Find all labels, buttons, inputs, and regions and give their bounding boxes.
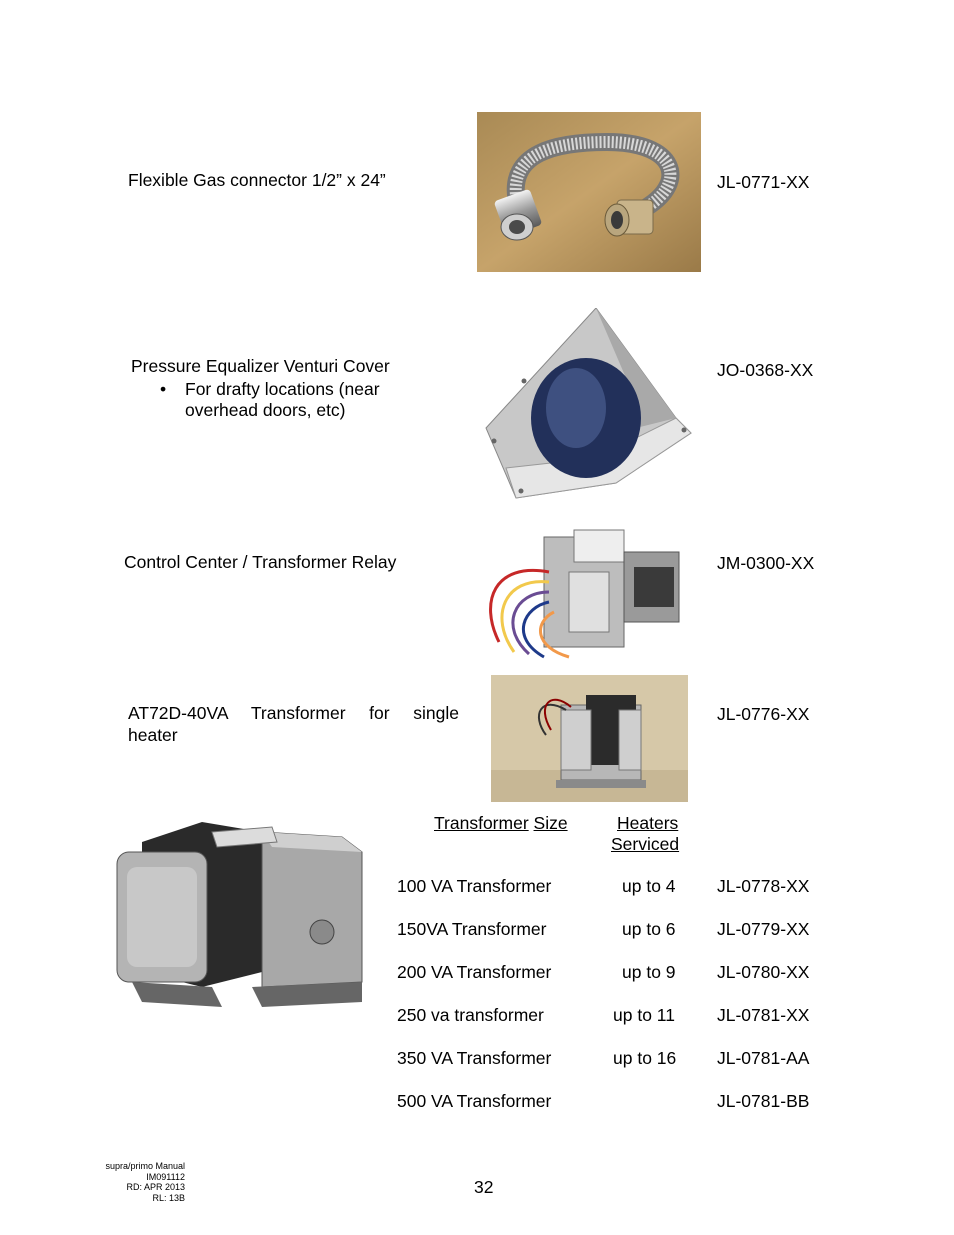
row-part: JL-0781-XX [717, 1005, 810, 1025]
row-part: JL-0780-XX [717, 962, 810, 982]
footer-rd: RD: APR 2013 [126, 1182, 185, 1192]
footer-rl: RL: 13B [152, 1192, 185, 1203]
item-description: AT72D-40VA Transformer for single [128, 703, 459, 723]
footer-manual: supra/primo Manual [105, 1161, 185, 1171]
bullet-list [131, 379, 431, 421]
part-number: JM-0300-XX [717, 553, 815, 573]
header-size-word1: Transformer [434, 813, 529, 833]
part-number: JL-0776-XX [717, 704, 810, 724]
venturi-cover-photo [476, 308, 702, 502]
footer-doc-id: IM091112 [146, 1171, 185, 1182]
row-heaters: up to 6 [622, 919, 676, 939]
row-heaters: up to 11 [613, 1005, 675, 1025]
row-size: 500 VA Transformer [397, 1091, 552, 1111]
table-header-size [434, 813, 568, 834]
footer-doc-info [60, 1161, 185, 1203]
item-description: Control Center / Transformer Relay [124, 552, 397, 572]
item-description: Flexible Gas connector 1/2” x 24” [128, 170, 386, 190]
at72d-transformer-photo [491, 675, 688, 802]
row-size: 250 va transformer [397, 1005, 544, 1025]
row-heaters: up to 9 [622, 962, 676, 982]
header-size-word2: Size [533, 813, 568, 833]
large-transformer-photo [112, 812, 370, 1024]
table-header-heaters: Heaters [617, 813, 679, 833]
item-description-continued: heater [128, 725, 178, 745]
row-heaters: up to 16 [613, 1048, 677, 1068]
part-number: JO-0368-XX [717, 360, 814, 380]
flexible-gas-connector-photo [477, 112, 701, 272]
bullet-item: • For drafty locations (near overhead doors, etc) [131, 379, 405, 421]
row-part: JL-0779-XX [717, 919, 810, 939]
row-size: 200 VA Transformer [397, 962, 552, 982]
page-number: 32 [474, 1177, 494, 1197]
row-size: 350 VA Transformer [397, 1048, 552, 1068]
part-number: JL-0771-XX [717, 172, 810, 192]
row-heaters: up to 4 [622, 876, 676, 896]
item-description-justified [128, 703, 459, 724]
item-description: Pressure Equalizer Venturi Cover [131, 356, 390, 376]
transformer-relay-photo [474, 522, 686, 662]
row-part: JL-0778-XX [717, 876, 810, 896]
row-part: JL-0781-BB [717, 1091, 810, 1111]
row-part: JL-0781-AA [717, 1048, 810, 1068]
table-header-serviced: Serviced [611, 834, 680, 854]
row-size: 150VA Transformer [397, 919, 547, 939]
row-size: 100 VA Transformer [397, 876, 552, 896]
